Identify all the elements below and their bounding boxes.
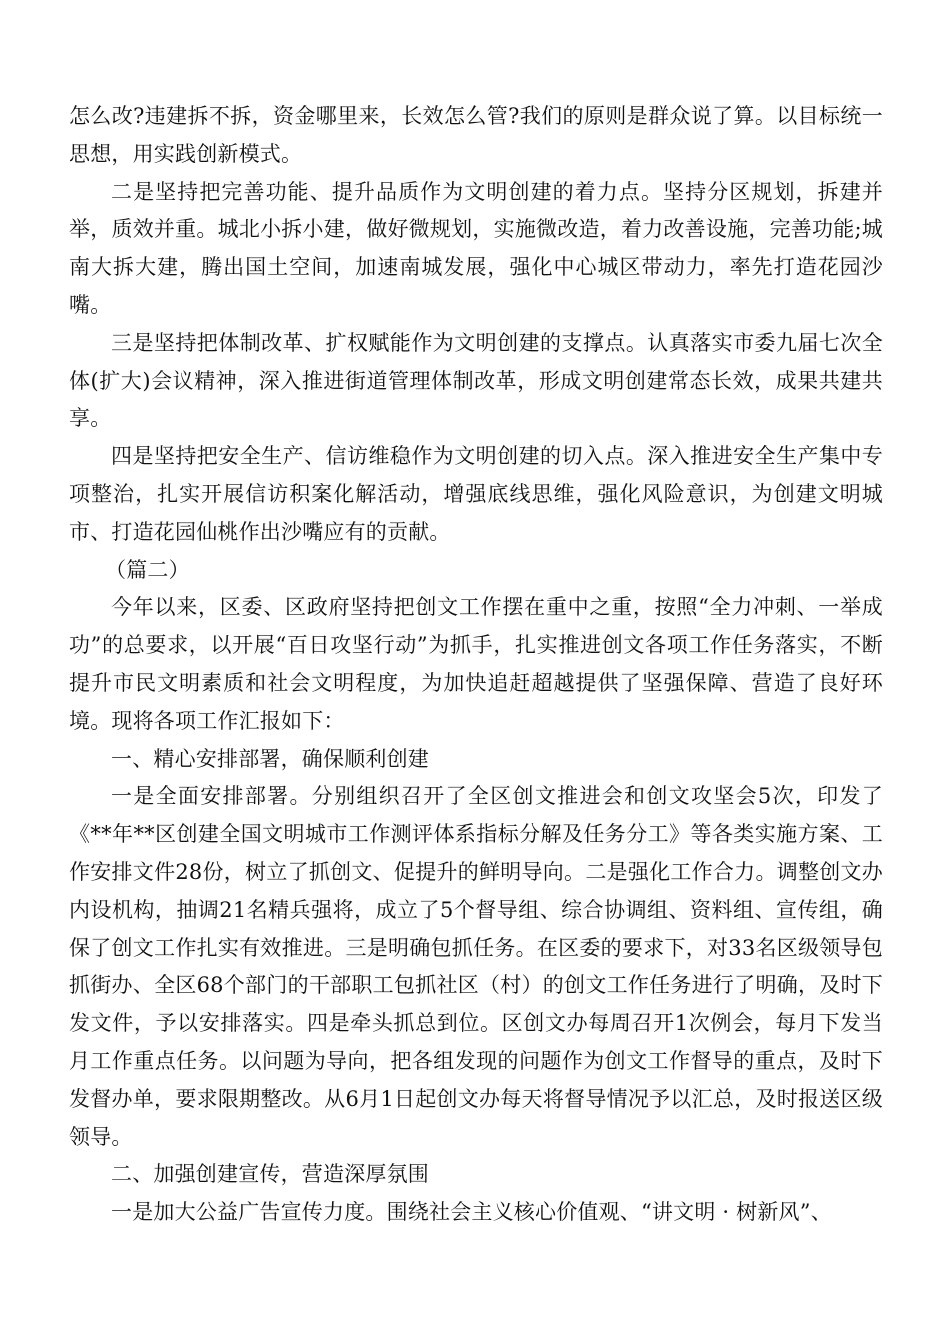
paragraph-intro-part-two: 今年以来，区委、区政府坚持把创文工作摆在重中之重，按照“全力冲刺、一举成功”的总要求，以开展“百日攻坚行动”为抓手，扎实推进创文各项工作任务落实，不断提升市民文明素质和社会文明程度，为加快追赶超越提供了坚强保障、营造了良好环境。现将各项工作汇报如下：: [69, 595, 883, 733]
paragraph-section-one-body: 一是全面安排部署。分别组织召开了全区创文推进会和创文攻坚会5次，印发了《**年**区创建全国文明城市工作测评体系指标分解及任务分工》等各类实施方案、工作安排文件28份，树立了抓创文、促提升的鲜明导向。二是强化工作合力。调整创文办内设机构，抽调21名精兵强将，成立了5个督导组、综合协调组、资料组、宣传组，确保了创文工作扎实有效推进。三是明确包抓任务。在区委的要求下，对33名区级领导包抓街办、全区68个部门的干部职工包抓社区（村）的创文工作任务进行了明确，及时下发文件，予以安排落实。四是牵头抓总到位。区创文办每周召开1次例会，每月下发当月工作重点任务。以问题为导向，把各组发现的问题作为创文工作督导的重点，及时下发督办单，要求限期整改。从6月1日起创文办每天将督导情况予以汇总，及时报送区级领导。: [69, 784, 883, 1149]
section-label-part-two: （篇二）: [105, 557, 190, 582]
document-page: [69, 98, 883, 1232]
paragraph-continuation: 怎么改?违建拆不拆，资金哪里来，长效怎么管?我们的原则是群众说了算。以目标统一思想，用实践创新模式。: [69, 104, 883, 166]
paragraph-point-three: 三是坚持把体制改革、扩权赋能作为文明创建的支撑点。认真落实市委九届七次全体(扩大)会议精神，深入推进街道管理体制改革，形成文明创建常态长效，成果共建共享。: [69, 330, 883, 431]
paragraph-point-two: 二是坚持把完善功能、提升品质作为文明创建的着力点。坚持分区规划，拆建并举，质效并重。城北小拆小建，做好微规划，实施微改造，着力改善设施，完善功能;城南大拆大建，腾出国土空间，加速南城发展，强化中心城区带动力，率先打造花园沙嘴。: [69, 179, 883, 317]
paragraph-point-four: 四是坚持把安全生产、信访维稳作为文明创建的切入点。深入推进安全生产集中专项整治，扎实开展信访积案化解活动，增强底线思维，强化风险意识，为创建文明城市、打造花园仙桃作出沙嘴应有的贡献。: [69, 444, 883, 544]
heading-section-two: 二、加强创建宣传，营造深厚氛围: [111, 1162, 429, 1187]
paragraph-section-two-body: 一是加大公益广告宣传力度。围绕社会主义核心价值观、“讲文明 · 树新风”、: [111, 1200, 832, 1225]
heading-section-one: 一、精心安排部署，确保顺利创建: [111, 746, 429, 771]
